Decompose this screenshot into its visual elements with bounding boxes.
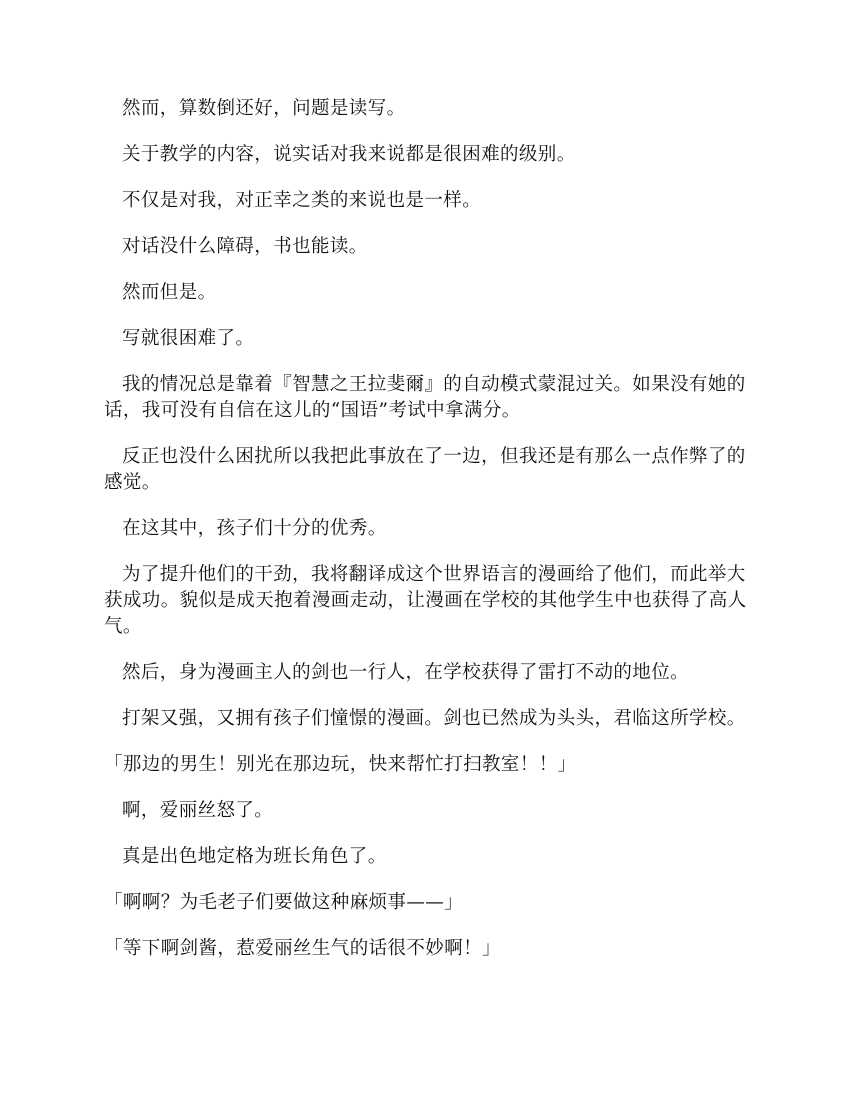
paragraph: 为了提升他们的干劲，我将翻译成这个世界语言的漫画给了他们，而此举大获成功。貌似是成天抱着漫画走动，让漫画在学校的其他学生中也获得了高人气。	[104, 564, 747, 637]
paragraph: 在这其中，孩子们十分的优秀。	[122, 518, 387, 539]
paragraph: 对话没什么障碍，书也能读。	[122, 236, 368, 257]
paragraph: 真是出色地定格为班长角色了。	[122, 846, 387, 867]
paragraph: 然后，身为漫画主人的剑也一行人，在学校获得了雷打不动的地位。	[122, 662, 690, 683]
paragraph: 打架又强，又拥有孩子们憧憬的漫画。剑也已然成为头头，君临这所学校。	[122, 708, 746, 729]
dialogue-line: 「等下啊剑酱，惹爱丽丝生气的话很不妙啊！」	[104, 938, 501, 959]
paragraph: 然而但是。	[122, 282, 217, 303]
paragraph: 不仅是对我，对正幸之类的来说也是一样。	[122, 190, 482, 211]
dialogue-line: 「那边的男生！别光在那边玩，快来帮忙打扫教室！！」	[104, 754, 577, 775]
paragraph: 关于教学的内容，说实话对我来说都是很困难的级别。	[122, 144, 576, 165]
paragraph: 啊，爱丽丝怒了。	[122, 800, 274, 821]
paragraph: 反正也没什么困扰所以我把此事放在了一边，但我还是有那么一点作弊了的感觉。	[104, 446, 746, 493]
dialogue-line: 「啊啊？为毛老子们要做这种麻烦事——」	[104, 892, 464, 913]
paragraph: 然而，算数倒还好，问题是读写。	[122, 98, 406, 119]
paragraph: 我的情况总是靠着『智慧之王拉斐爾』的自动模式蒙混过关。如果没有她的话，我可没有自信在这儿的“国语”考试中拿满分。	[104, 374, 746, 421]
paragraph: 写就很困难了。	[122, 328, 255, 349]
